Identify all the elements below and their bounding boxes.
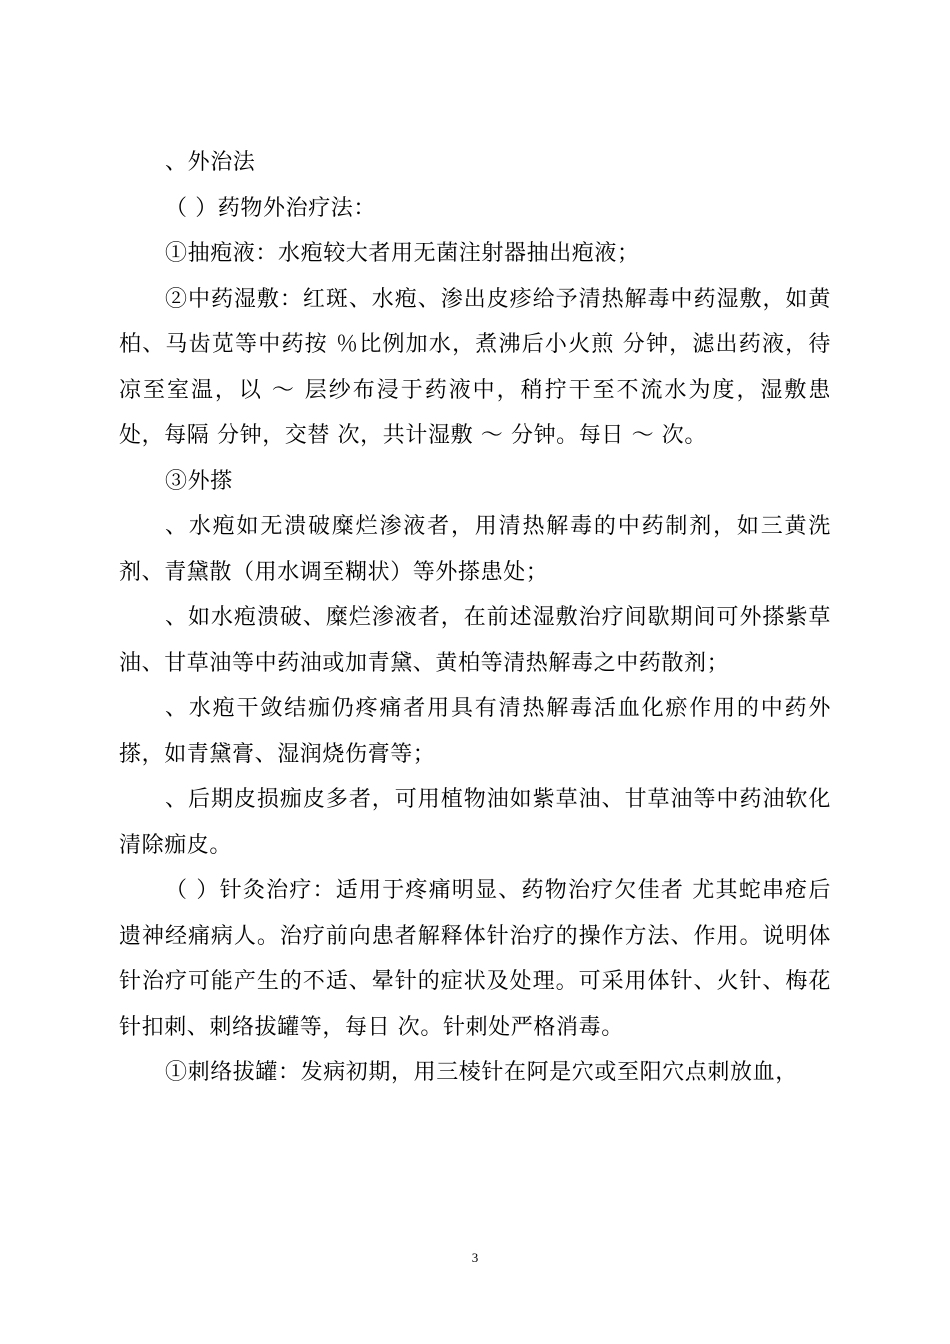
item-herbal-wet-compress: ②中药湿敷：红斑、水疱、渗出皮疹给予清热解毒中药湿敷，如黄柏、马齿苋等中药按 ％比例加水，煮沸后小火煎 分钟，滤出药液，待凉至室温，以 ～ 层纱布浸于药液中，稍拧干至不流水为度，湿敷患处，每隔 分钟，交替 次，共计湿敷 ～ 分钟。每日 ～ 次。 xyxy=(119,286,831,448)
subitem-late-stage-crusts: 、后期皮损痂皮多者，可用植物油如紫草油、甘草油等中药油软化清除痂皮。 xyxy=(119,787,831,858)
subitem-crusted-blisters: 、水疱干敛结痂仍疼痛者用具有清热解毒活血化瘀作用的中药外搽，如青黛膏、湿润烧伤膏等； xyxy=(119,696,831,767)
subheading-topical-medication: （ ）药物外治疗法： xyxy=(165,195,376,221)
item-blister-aspiration: ①抽疱液：水疱较大者用无菌注射器抽出疱液； xyxy=(165,241,640,266)
item-bloodletting-cupping: ①刺络拔罐：发病初期，用三棱针在阿是穴或至阳穴点刺放血， xyxy=(165,1060,798,1085)
page-number: 3 xyxy=(471,1250,479,1265)
subitem-broken-blisters: 、如水疱溃破、糜烂渗液者，在前述湿敷治疗间歇期间可外搽紫草油、甘草油等中药油或加青黛、黄柏等清热解毒之中药散剂； xyxy=(119,605,831,676)
subheading-acupuncture: （ ）针灸治疗：适用于疼痛明显、药物治疗欠佳者 尤其蛇串疮后遗神经痛病人。治疗前向患者解释体针治疗的操作方法、作用。说明体针治疗可能产生的不适、晕针的症状及处理。可采用体针、火针、梅花针扣刺、刺络拔罐等，每日 次。针刺处严格消毒。 xyxy=(119,878,831,1040)
document-body xyxy=(119,140,831,1096)
subitem-unbroken-blisters: 、水疱如无溃破糜烂渗液者，用清热解毒的中药制剂，如三黄洗剂、青黛散（用水调至糊状）等外搽患处； xyxy=(119,514,831,585)
section-heading-external-treatment: 、外治法 xyxy=(165,150,256,175)
item-external-application: ③外搽 xyxy=(165,468,233,494)
